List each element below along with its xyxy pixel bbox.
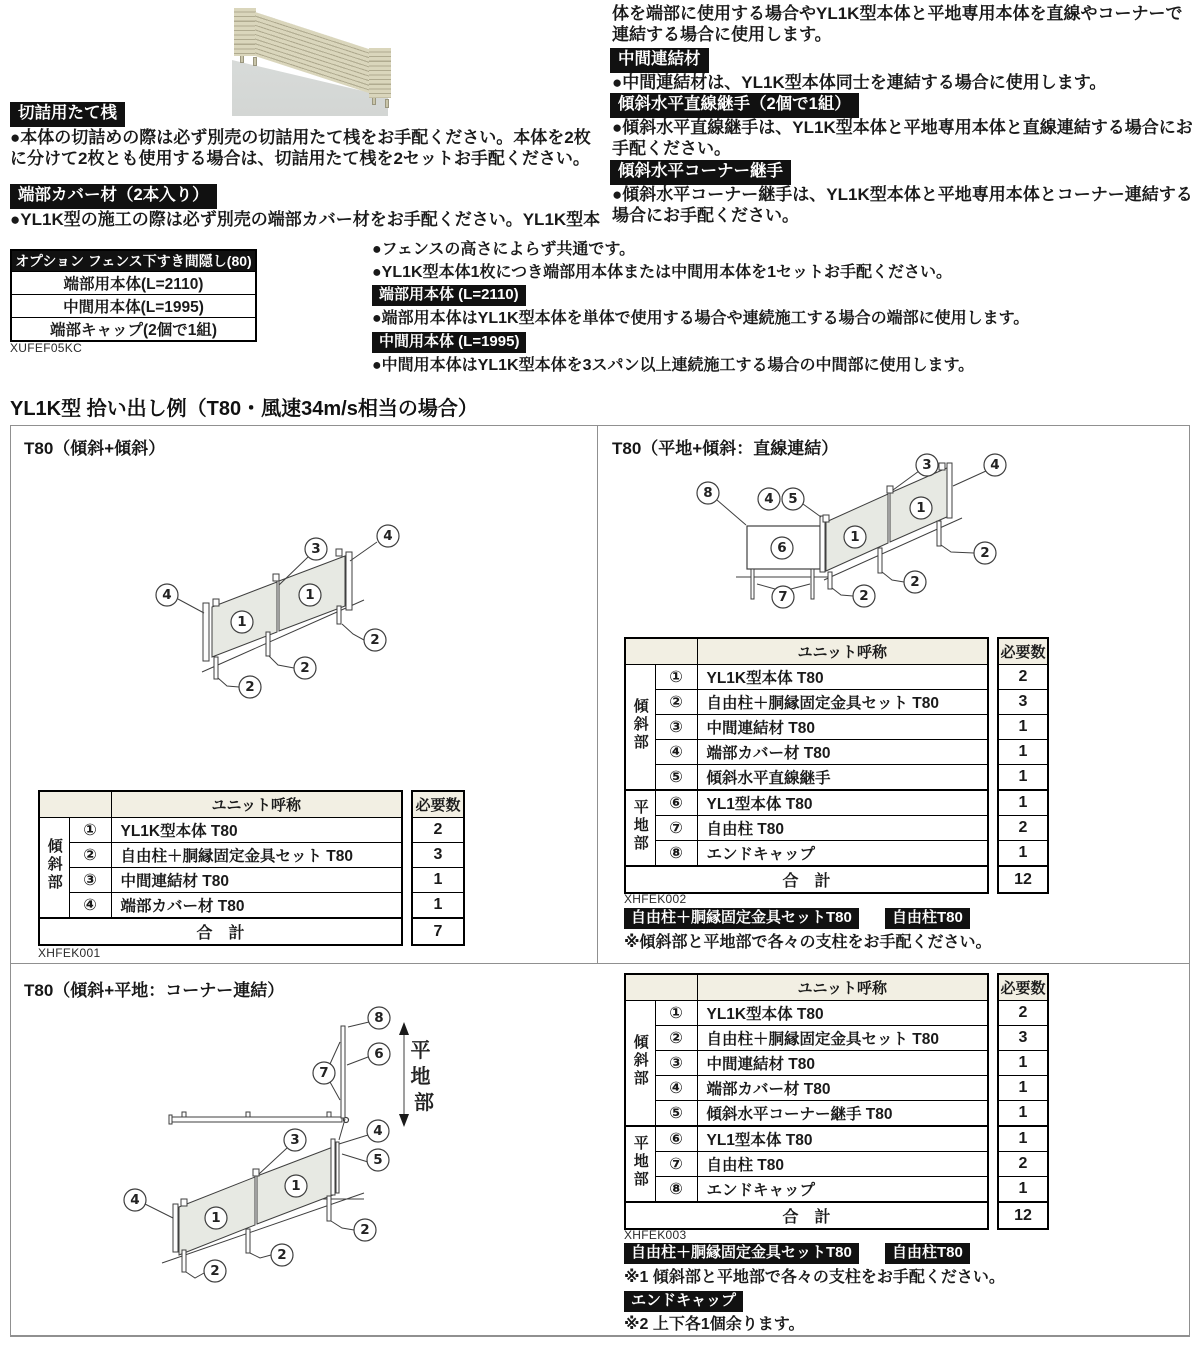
end-cover-paragraph-continued: 体を端部に使用する場合やYL1K型本体と平地専用本体を直線やコーナーで連結する場合に使用します。 xyxy=(612,4,1183,44)
qty-value: 1 xyxy=(998,715,1048,740)
pickup-table-3-qty xyxy=(997,973,1049,1230)
callout-number: 2 xyxy=(370,632,380,648)
unit-name: YL1K型本体 T80 xyxy=(697,665,988,690)
qty-value: 1 xyxy=(998,1126,1048,1152)
qty-header: 必要数 xyxy=(412,791,464,818)
unit-name: 端部カバー材 T80 xyxy=(697,1076,988,1101)
qty-value: 1 xyxy=(998,1101,1048,1127)
label-post: 自由柱T80 xyxy=(885,908,970,929)
pickup-table-2 xyxy=(624,637,989,894)
qty-value: 3 xyxy=(412,843,464,868)
callout-number: 4 xyxy=(130,1192,140,1208)
options-note-4: ●中間用本体はYL1K型本体を3スパン以上連続施工する場合の中間部に使用します。 xyxy=(372,357,975,374)
options-note-1: ●フェンスの高さによらず共通です。 xyxy=(372,241,636,258)
section-title: YL1K型 拾い出し例（T80・風速34m/s相当の場合） xyxy=(10,398,478,420)
fence-panels xyxy=(173,1139,339,1272)
photo-post xyxy=(385,99,389,108)
row-number: ⑦ xyxy=(655,1152,697,1177)
qty-header: 必要数 xyxy=(998,638,1048,665)
pickup-table-3 xyxy=(624,973,989,1230)
qty-value: 2 xyxy=(998,816,1048,841)
callout-number: 2 xyxy=(910,574,920,590)
options-row-end-body: 端部用本体(L=2110) xyxy=(11,272,256,295)
panel4-footnote-1: ※1 傾斜部と平地部で各々の支柱をお手配ください。 xyxy=(624,1269,1005,1286)
label-post: 自由柱T80 xyxy=(885,1243,970,1264)
qty-value: 2 xyxy=(412,818,464,843)
group-slope: 傾斜部 xyxy=(625,1001,655,1127)
unit-name: YL1型本体 T80 xyxy=(697,1126,988,1152)
row-number: ⑤ xyxy=(655,765,697,791)
panel-number: 1 xyxy=(850,529,860,545)
unit-name: 自由柱＋胴縁固定金具セット T80 xyxy=(111,843,402,868)
qty-value: 1 xyxy=(998,1076,1048,1101)
options-table xyxy=(10,249,257,342)
callout-number: 4 xyxy=(373,1123,383,1139)
label-endcap: エンドキャップ xyxy=(624,1291,743,1312)
qty-value: 1 xyxy=(998,1051,1048,1076)
unit-name-header: ユニット呼称 xyxy=(111,791,402,818)
callout-number: 2 xyxy=(210,1263,220,1279)
unit-name: YL1K型本体 T80 xyxy=(111,818,402,843)
pickup-table-2-qty xyxy=(997,637,1049,894)
row-number: ② xyxy=(655,1026,697,1051)
label-post-set: 自由柱＋胴縁固定金具セットT80 xyxy=(624,908,859,929)
callout-number: 4 xyxy=(162,587,172,603)
qty-value: 1 xyxy=(998,765,1048,791)
qty-value: 2 xyxy=(998,1152,1048,1177)
panel-number: 1 xyxy=(237,614,247,630)
panel-number: 1 xyxy=(291,1178,301,1194)
label-end-cover: 端部カバー材（2本入り） xyxy=(10,184,217,209)
panel-divider-horizontal xyxy=(10,963,1190,964)
options-table-header: オプション フェンス下すき間隠し(80) xyxy=(11,250,256,272)
diagram-code: XHFEK001 xyxy=(38,946,101,960)
total-label: 合 計 xyxy=(625,866,988,893)
diagram-slope-slope xyxy=(12,450,597,785)
qty-value: 1 xyxy=(998,841,1048,867)
row-number: ① xyxy=(655,1001,697,1026)
row-number: ① xyxy=(655,665,697,690)
diagram-code: XHFEK003 xyxy=(624,1228,687,1242)
group-flat: 平地部 xyxy=(625,790,655,866)
options-row-end-cap: 端部キャップ(2個で1組) xyxy=(11,318,256,342)
label-post-set: 自由柱＋胴縁固定金具セットT80 xyxy=(624,1243,859,1264)
row-number: ③ xyxy=(655,1051,697,1076)
unit-name: エンドキャップ xyxy=(697,841,988,867)
panel1-title: T80（傾斜+傾斜） xyxy=(24,439,166,458)
table-corner-cell xyxy=(625,638,697,665)
callout-number: 5 xyxy=(788,491,798,507)
group-slope: 傾斜部 xyxy=(625,665,655,791)
row-number: ⑧ xyxy=(655,1177,697,1203)
qty-value: 2 xyxy=(998,665,1048,690)
unit-name: 自由柱＋胴縁固定金具セット T80 xyxy=(697,1026,988,1051)
callout-number: 7 xyxy=(319,1065,329,1081)
pickup-table-1 xyxy=(38,790,403,946)
cut-rail-paragraph: ●本体の切詰めの際は必ず別売の切詰用たて桟をお手配ください。本体を2枚に分けて2枚とも使用する場合は、切詰用たて桟を2セットお手配ください。 xyxy=(10,128,591,168)
qty-value: 1 xyxy=(998,790,1048,816)
unit-name: 自由柱＋胴縁固定金具セット T80 xyxy=(697,690,988,715)
callout-number: 2 xyxy=(245,679,255,695)
flat-area-label-char: 平 xyxy=(410,1038,431,1062)
panel-number: 1 xyxy=(211,1210,221,1226)
callout-number: 4 xyxy=(383,528,393,544)
options-note-2: ●YL1K型本体1枚につき端部用本体または中間用本体を1セットお手配ください。 xyxy=(372,264,953,281)
diagram-code: XHFEK002 xyxy=(624,892,687,906)
panel4-footnote-2: ※2 上下各1個余ります。 xyxy=(624,1316,805,1333)
label-cut-rail: 切詰用たて桟 xyxy=(10,102,125,127)
flat-area-label-char: 地 xyxy=(410,1064,431,1088)
panel3-title: T80（傾斜+平地：コーナー連結） xyxy=(24,981,285,1000)
callout-number: 4 xyxy=(764,491,774,507)
qty-value: 1 xyxy=(412,893,464,919)
total-qty: 12 xyxy=(998,1202,1048,1229)
unit-name-header: ユニット呼称 xyxy=(697,974,988,1001)
corner-joint-paragraph: ●傾斜水平コーナー継手は、YL1K型本体と平地専用本体とコーナー連結する場合にお手配ください。 xyxy=(612,185,1193,225)
group-flat: 平地部 xyxy=(625,1126,655,1202)
diagram-flat-slope-straight xyxy=(610,452,1188,664)
end-cover-paragraph: ●YL1K型の施工の際は必ず別売の端部カバー材をお手配ください。YL1K型本 xyxy=(10,210,601,229)
unit-name: 自由柱 T80 xyxy=(697,816,988,841)
unit-name: エンドキャップ xyxy=(697,1177,988,1203)
row-number: ⑦ xyxy=(655,816,697,841)
row-number: ③ xyxy=(69,868,111,893)
row-number: ⑤ xyxy=(655,1101,697,1127)
unit-name: 傾斜水平直線継手 xyxy=(697,765,988,791)
qty-value: 1 xyxy=(998,1177,1048,1203)
unit-name: YL1K型本体 T80 xyxy=(697,1001,988,1026)
unit-name: 中間連結材 T80 xyxy=(697,1051,988,1076)
qty-value: 3 xyxy=(998,1026,1048,1051)
row-number: ④ xyxy=(655,740,697,765)
callout-number: 2 xyxy=(277,1247,287,1263)
unit-name: 端部カバー材 T80 xyxy=(111,893,402,919)
qty-value: 3 xyxy=(998,690,1048,715)
row-number: ⑥ xyxy=(655,1126,697,1152)
panel2-footnote: ※傾斜部と平地部で各々の支柱をお手配ください。 xyxy=(624,934,992,951)
callout-number: 2 xyxy=(980,545,990,561)
unit-name: YL1型本体 T80 xyxy=(697,790,988,816)
panel-divider-vertical xyxy=(597,425,598,963)
callout-number: 8 xyxy=(374,1010,384,1026)
panel-number: 6 xyxy=(777,540,787,556)
fence-product-photo xyxy=(228,4,392,116)
row-number: ⑧ xyxy=(655,841,697,867)
callout-number: 3 xyxy=(922,457,932,473)
callout-number: 2 xyxy=(360,1222,370,1238)
callout-number: 7 xyxy=(778,589,788,605)
callout-number: 2 xyxy=(300,660,310,676)
row-number: ① xyxy=(69,818,111,843)
row-number: ④ xyxy=(69,893,111,919)
callouts xyxy=(124,1007,390,1282)
unit-name: 中間連結材 T80 xyxy=(111,868,402,893)
unit-name: 自由柱 T80 xyxy=(697,1152,988,1177)
unit-name-header: ユニット呼称 xyxy=(697,638,988,665)
callout-number: 8 xyxy=(703,485,713,501)
label-straight-joint: 傾斜水平直線継手（2個で1組） xyxy=(610,93,859,118)
row-number: ④ xyxy=(655,1076,697,1101)
unit-name: 端部カバー材 T80 xyxy=(697,740,988,765)
diagram-slope-flat-corner xyxy=(12,992,597,1340)
callout-number: 4 xyxy=(990,457,1000,473)
panel2-title: T80（平地+傾斜：直線連結） xyxy=(612,439,839,458)
callout-number: 5 xyxy=(373,1152,383,1168)
panel-number: 1 xyxy=(305,587,315,603)
group-slope: 傾斜部 xyxy=(39,818,69,919)
row-number: ③ xyxy=(655,715,697,740)
row-number: ② xyxy=(69,843,111,868)
qty-value: 1 xyxy=(412,868,464,893)
fence-panels xyxy=(820,463,952,589)
total-label: 合 計 xyxy=(39,918,402,945)
table-corner-cell xyxy=(39,791,111,818)
flat-area-arrow xyxy=(399,1022,437,1127)
row-number: ② xyxy=(655,690,697,715)
total-qty: 12 xyxy=(998,866,1048,893)
straight-joint-paragraph: ●傾斜水平直線継手は、YL1K型本体と平地専用本体と直線連結する場合にお手配ください。 xyxy=(612,118,1193,158)
pickup-table-1-qty xyxy=(411,790,465,946)
product-code: XUFEF05KC xyxy=(10,341,83,355)
label-mid-joint: 中間連結材 xyxy=(610,48,709,73)
callouts xyxy=(697,454,1006,608)
options-row-mid-body: 中間用本体(L=1995) xyxy=(11,295,256,318)
unit-name: 傾斜水平コーナー継手 T80 xyxy=(697,1101,988,1127)
callout-number: 3 xyxy=(311,541,321,557)
unit-name: 中間連結材 T80 xyxy=(697,715,988,740)
total-qty: 7 xyxy=(412,918,464,945)
label-corner-joint: 傾斜水平コーナー継手 xyxy=(610,160,791,185)
callout-number: 2 xyxy=(859,588,869,604)
row-number: ⑥ xyxy=(655,790,697,816)
callout-number: 6 xyxy=(374,1046,384,1062)
qty-header: 必要数 xyxy=(998,974,1048,1001)
mid-joint-paragraph: ●中間連結材は、YL1K型本体同士を連結する場合に使用します。 xyxy=(612,73,1107,92)
qty-value: 1 xyxy=(998,740,1048,765)
callout-number: 3 xyxy=(290,1132,300,1148)
fence-panels xyxy=(203,549,352,679)
label-end-body: 端部用本体 (L=2110) xyxy=(372,285,526,306)
photo-fence-end-panel xyxy=(369,48,391,98)
label-mid-body: 中間用本体 (L=1995) xyxy=(372,332,526,353)
total-label: 合 計 xyxy=(625,1202,988,1229)
flat-area-label-char: 部 xyxy=(414,1090,434,1114)
options-note-3: ●端部用本体はYL1K型本体を単体で使用する場合や連続施工する場合の端部に使用します。 xyxy=(372,310,1030,327)
table-corner-cell xyxy=(625,974,697,1001)
panel-number: 1 xyxy=(916,500,926,516)
photo-post xyxy=(253,57,257,66)
photo-fence-end-panel xyxy=(234,8,256,56)
svg-text:平 地 部 xyxy=(411,1038,438,1114)
qty-value: 2 xyxy=(998,1001,1048,1026)
